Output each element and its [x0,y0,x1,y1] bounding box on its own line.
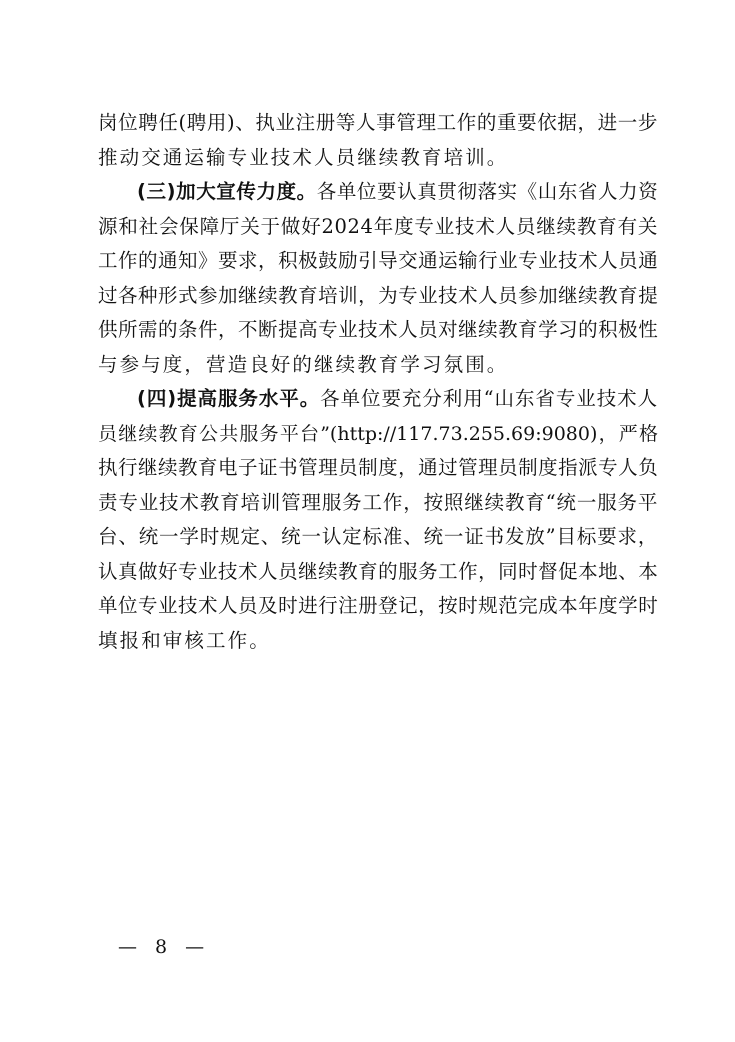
section-four-line: (四)提高服务水平。各单位要充分利用“山东省专业技术人 [137,387,658,410]
text-line: 责专业技术教育培训管理服务工作，按照继续教育“统一服务平 [98,490,658,514]
text-line: 单位专业技术人员及时进行注册登记，按时规范完成本年度学时 [98,594,658,617]
section-heading-four: (四)提高服务水平。 [137,387,321,410]
text-line: 推动交通运输专业技术人员继续教育培训。 [98,145,509,169]
text-line: 认真做好专业技术人员继续教育的服务工作，同时督促本地、本 [98,559,658,583]
text-line: 员继续教育公共服务平台”(http://117.73.255.69:9080)，严格 [98,422,658,445]
text-line: 与参与度，营造良好的继续教育学习氛围。 [98,352,509,376]
page-number: — 8 — [118,936,211,958]
section-heading-three: (三)加大宣传力度。 [137,180,317,203]
text-line: 过各种形式参加继续教育培训，为专业技术人员参加继续教育提 [98,283,658,307]
body-text [98,106,658,658]
text-line: 供所需的条件，不断提高专业技术人员对继续教育学习的积极性 [98,318,658,341]
text-line: 源和社会保障厅关于做好2024年度专业技术人员继续教育有关 [98,214,658,238]
text-line: 工作的通知》要求，积极鼓励引导交通运输行业专业技术人员通 [98,249,658,272]
text-line: 填报和审核工作。 [98,628,271,652]
text-line: 岗位聘任(聘用)、执业注册等人事管理工作的重要依据，进一步 [98,111,658,134]
text-line: 执行继续教育电子证书管理员制度，通过管理员制度指派专人负 [98,456,658,479]
section-three-line: (三)加大宣传力度。各单位要认真贯彻落实《山东省人力资 [137,180,658,203]
text-line: 台、统一学时规定、统一认定标准、统一证书发放”目标要求， [98,525,658,548]
